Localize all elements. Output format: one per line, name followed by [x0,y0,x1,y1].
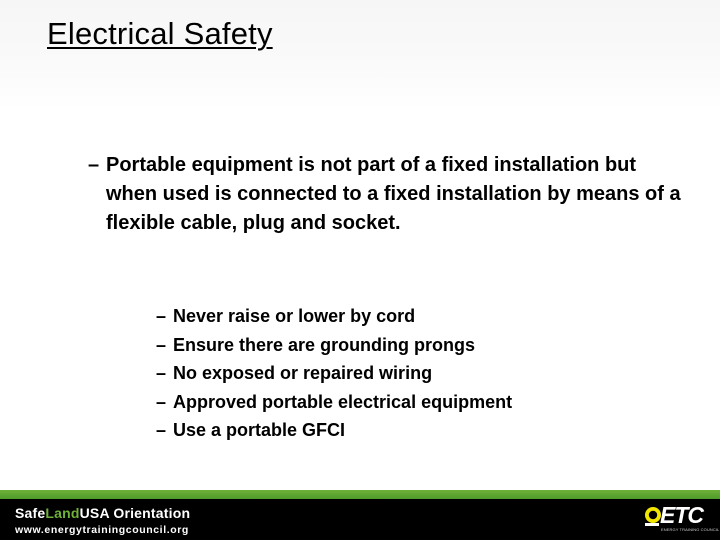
sub-bullet-item [156,416,512,445]
sub-bullet-text: Ensure there are grounding prongs [173,334,476,355]
etc-logo-text: ETC [660,502,703,528]
etc-logo-subtext: ENERGY TRAINING COUNCIL [661,527,720,532]
sub-bullet-marker: – [156,391,167,412]
main-bullet [88,151,688,238]
sub-bullet-marker: – [156,334,167,355]
main-bullet-marker: – [88,154,100,176]
footer-green-stripe [0,490,720,499]
sub-bullet-item [156,359,512,388]
footer-website: www.energytrainingcouncil.org [15,524,189,536]
footer-program-title [15,505,190,521]
sub-bullet-item [156,302,512,331]
footer-title-safe: Safe [15,505,46,521]
slide-title: Electrical Safety [47,16,273,51]
footer-title-rest: USA Orientation [79,505,191,521]
sub-bullet-text: No exposed or repaired wiring [173,363,433,383]
sub-bullet-item [156,331,512,360]
sub-bullet-text: Never raise or lower by cord [173,306,416,326]
sub-bullet-list [156,302,512,445]
sub-bullet-marker: – [156,306,167,326]
etc-logo [644,502,720,536]
sub-bullet-text: Approved portable electrical equipment [173,391,513,412]
footer-bar [0,490,720,540]
sub-bullet-marker: – [156,363,167,383]
main-bullet-text: Portable equipment is not part of a fixed installation but when used is connected to a fixed installation by means of a flexible cable, plug and socket. [106,154,681,234]
sub-bullet-item [156,388,512,417]
sub-bullet-marker: – [156,420,167,440]
footer-title-land: Land [45,505,80,521]
sub-bullet-text: Use a portable GFCI [173,420,346,440]
